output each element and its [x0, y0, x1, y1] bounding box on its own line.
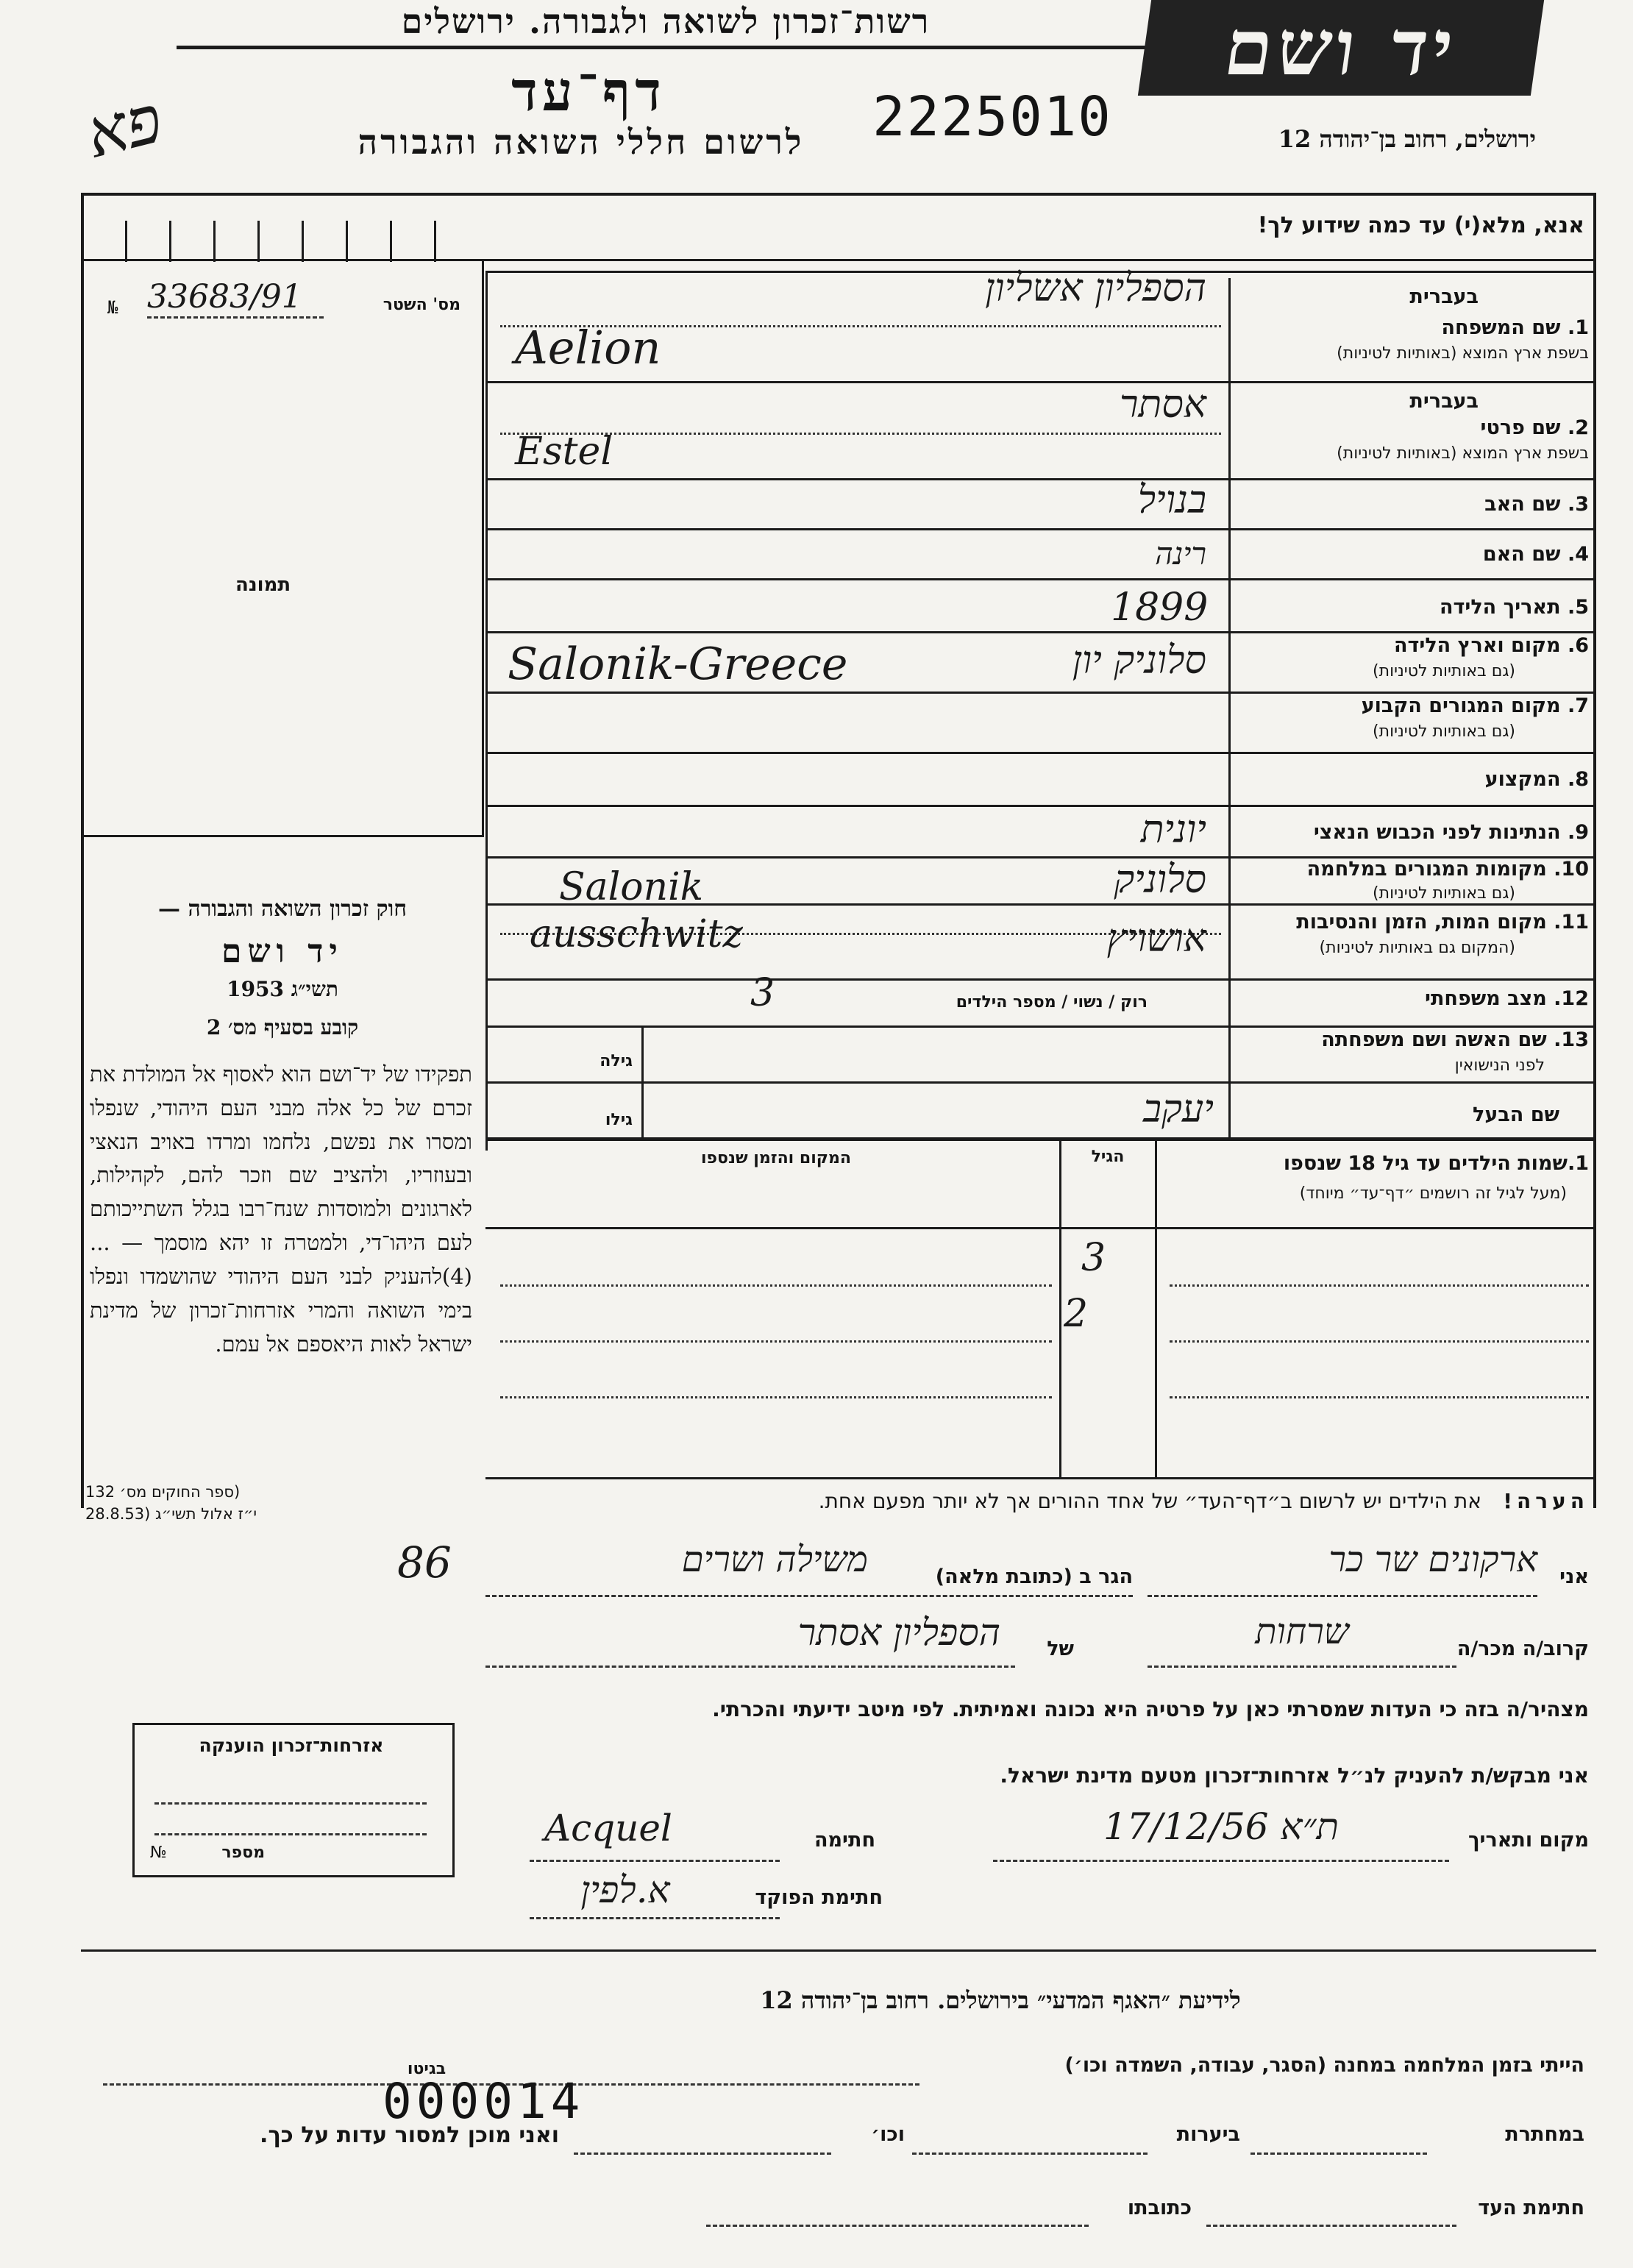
note-top — [485, 1477, 1596, 1479]
children-label: 1.שמות הילדים עד גיל 18 שנספו — [1283, 1152, 1589, 1175]
husband-age-label: גילו — [605, 1111, 633, 1129]
field-6-note: (גם באותיות לטיניות) — [1373, 662, 1515, 680]
stamp-number: 000014 — [383, 2073, 585, 2130]
tick-row — [125, 221, 471, 262]
instruction-underline — [471, 259, 1596, 261]
field-10-hebrew-value: סלוניק — [1114, 858, 1206, 902]
husband-value: יעקב — [1143, 1087, 1214, 1131]
citizenship-no: № — [150, 1844, 167, 1862]
photo-box — [81, 259, 484, 837]
field-6-label: 6. מקום וארץ הלידה — [1393, 634, 1589, 657]
field-9-label: 9. הנתינות לפני הכבוש הנאצי — [1313, 821, 1589, 844]
official-signature-label: חתימת הפוקד — [755, 1886, 883, 1909]
law-ref-1: (ספר החוקים מס׳ 132 — [85, 1483, 241, 1501]
children-place-header: המקום והזמן שנספו — [701, 1149, 851, 1167]
law-name: יד ושם — [221, 933, 344, 970]
field-6-latin-value: Salonik-Greece — [508, 639, 848, 690]
field-1-label: 1. שם המשפחה — [1441, 316, 1589, 339]
wife-age-label: גילה — [600, 1052, 633, 1070]
side-number: 86 — [397, 1538, 452, 1588]
citizenship-number-label: מספר — [221, 1844, 265, 1862]
field-12-label: 12. מצב משפחתי — [1425, 987, 1589, 1010]
field-2-latin-value: Estel — [515, 430, 613, 474]
yad-vashem-logo: יד ושם — [1138, 0, 1544, 96]
note-text: הערה! את הילדים יש לרשום ב״דף־העד״ של אחד ההורים אך לא יותר מפעם אחת. — [818, 1489, 1589, 1513]
field-7-note: (גם באותיות לטיניות) — [1373, 722, 1515, 741]
field-11-note: (המקום גם באותיות לטיניות) — [1319, 939, 1515, 957]
law-title: חוק זכרון השואה והגבורה — — [158, 896, 407, 922]
children-count: 3 — [750, 971, 775, 1015]
place-date-value: ת״א 17/12/56 — [1103, 1805, 1339, 1848]
ghetto-label: בגיטו — [407, 2060, 447, 2078]
field-3-value: בנויל — [1137, 478, 1206, 522]
children-note: (מעל לגיל זה רושמים ״דף־עד״ מיוחד) — [1299, 1184, 1567, 1203]
label-col-left — [1228, 278, 1231, 1140]
field-10-note: (גם באותיות לטיניות) — [1373, 884, 1515, 903]
frame-right — [1593, 193, 1596, 1508]
request-text: אני מבקש/ת להעניק לנ״ל אזרחות־זכרון מטעם מדינת ישראל. — [1000, 1763, 1589, 1788]
bottom-divider — [81, 1949, 1596, 1952]
declaration-text: מצהיר/ה בזה כי העדות שמסרתי כאן על פרטיה היא נכונה ואמיתית. לפי מיטב ידיעתי והכרתי. — [712, 1697, 1589, 1721]
relation-value: שרחות — [1255, 1611, 1349, 1652]
relation-label: קרוב/ה מכר/ה — [1456, 1638, 1589, 1660]
field-6-hebrew-value: סלוניק יון — [1072, 639, 1206, 683]
child-age-1: 3 — [1081, 1236, 1106, 1280]
witness-signature-label: חתימת העד — [1478, 2197, 1584, 2219]
declarant-address: משילה ושרים — [681, 1539, 868, 1580]
bottom-ready-to-testify: ואני מוכן למסור עדות על כך. — [260, 2122, 559, 2148]
form-number: 2225010 — [872, 85, 1112, 149]
marital-options: רוק / נשוי / מספר הילדים — [956, 993, 1148, 1012]
children-age-header: הגיל — [1091, 1148, 1125, 1166]
field-11-label: 11. מקום המות, הזמן והנסיבות — [1296, 911, 1589, 934]
field-13-label: 13. שם האשה ושם משפחתה — [1321, 1028, 1589, 1051]
field-1-hebrew-value: הספליון אשליון — [985, 266, 1206, 310]
registry-underline — [147, 316, 324, 319]
official-signature-value: א.לפין — [580, 1869, 670, 1911]
value-col-left — [485, 271, 488, 1151]
signature-value: Acquel — [544, 1807, 672, 1849]
field-2-hebrew-value: אסתר — [1119, 383, 1206, 427]
declarant-name: ארקונים שר כר — [1328, 1539, 1537, 1580]
field-7-label: 7. מקום המגורים הקבוע — [1361, 694, 1589, 717]
field-2-label: 2. שם פרטי — [1480, 416, 1589, 439]
law-text: תפקידו של יד־ושם הוא לאסוף אל המולדת את זכרם של כל אלה מבני העם היהודי, שנפלו ומסרו את נפשם, נלחמו ומרדו באויב הנאצי ובעוזריו, ולהציב שם וזכר להם, לקהילות, לארגונים ולמוסדות שנח־רבו בגלל השתייכותם לעם היהו־די, ולמטרה זו יהא מוסמך — ...(4)להעניק לבני העם היהודי שהושמדו ונפלו בימי השואה והמרי אזרחות־זכרון של מדינת ישראל לאות היאספם אל עמם. — [90, 1062, 472, 1357]
field-5-value: 1899 — [1111, 586, 1209, 630]
registry-label: מס' השטר — [383, 296, 460, 314]
frame-top — [81, 193, 1596, 196]
witness-address-label: כתובתו — [1127, 2197, 1192, 2219]
children-age-col-right — [1155, 1139, 1157, 1477]
photo-label: תמונה — [235, 574, 291, 596]
signature-label: חתימה — [814, 1829, 875, 1852]
corner-handwritten-mark: פא — [78, 80, 170, 174]
law-clause: קובע בסעיף מס׳ 2 — [206, 1015, 359, 1039]
field-8-label: 8. המקצוע — [1484, 768, 1589, 791]
registry-no: № — [107, 297, 118, 318]
declarant-ani: אני — [1559, 1565, 1589, 1588]
place-date-label: מקום ותאריך — [1467, 1829, 1589, 1852]
field-1-note: בשפת ארץ המוצא (באותיות לטיניות) — [1337, 344, 1589, 363]
field-3-label: 3. שם האב — [1484, 493, 1589, 516]
instruction-text: אנא, מלא(י) עד כמה שידוע לך! — [1257, 213, 1584, 238]
law-year: תשי״ג 1953 — [227, 977, 338, 1001]
husband-age-divider — [641, 1081, 644, 1139]
authority-underline — [177, 46, 1148, 49]
field-4-label: 4. שם האם — [1482, 543, 1589, 566]
address-header: ירושלים, רחוב בן־יהודה 12 — [1278, 125, 1536, 153]
bottom-underground: במחתרת — [1505, 2123, 1584, 2146]
field-2-lang: בעברית — [1409, 390, 1479, 413]
field-1-lang: בעברית — [1409, 285, 1479, 308]
field-10-latin-value: Salonik — [559, 865, 704, 909]
children-header-rule — [485, 1227, 1596, 1229]
registry-value: 33683/91 — [147, 278, 302, 316]
bottom-heading: לידיעת ״האגף המדעי״ בירושלים. רחוב בן־יהודה 12 — [760, 1986, 1241, 2014]
field-11-hebrew-value: אושויץ — [1106, 917, 1206, 961]
field-10-label: 10. מקומות המגורים במלחמה — [1306, 858, 1589, 881]
wife-age-divider — [641, 1025, 644, 1081]
field-2-note: בשפת ארץ המוצא (באותיות לטיניות) — [1337, 444, 1589, 463]
field-11-latin-value: ausschwitz — [530, 912, 743, 956]
law-ref-2: י״ז אלול תשי״ג (28.8.53 — [85, 1505, 257, 1523]
field-9-value: יונית — [1140, 808, 1206, 852]
field-13-note: לפני הנישואין — [1454, 1056, 1545, 1075]
authority-title: רשות־זכרון לשואה ולגבורה. ירושלים — [401, 1, 931, 41]
children-table-top — [485, 1139, 1596, 1141]
husband-label: שם הבעל — [1472, 1103, 1559, 1126]
of-name: הספליון אסתר — [797, 1611, 1000, 1654]
resides-label: הגר ב (כתובת מלאה) — [935, 1565, 1133, 1588]
form-title: דף־עד — [511, 60, 666, 124]
bottom-forests: ביערות — [1176, 2123, 1240, 2146]
child-age-2: 2 — [1064, 1292, 1089, 1336]
bottom-line1: הייתי בזמן המלחמה במחנה (הסגר, עבודה, השמדה וכו׳) — [1064, 2054, 1584, 2077]
field-5-label: 5. תאריך הלידה — [1439, 596, 1589, 619]
form-subtitle: לרשום חללי השואה והגבורה — [357, 122, 805, 162]
of-label: של — [1047, 1638, 1074, 1660]
citizenship-title: אזרחות־זכרון הוענקה — [199, 1735, 384, 1756]
children-age-col-left — [1059, 1139, 1061, 1477]
bottom-etc: וכו׳ — [871, 2123, 905, 2146]
field-1-latin-value: Aelion — [515, 321, 661, 374]
field-4-value: רינה — [1155, 536, 1206, 572]
